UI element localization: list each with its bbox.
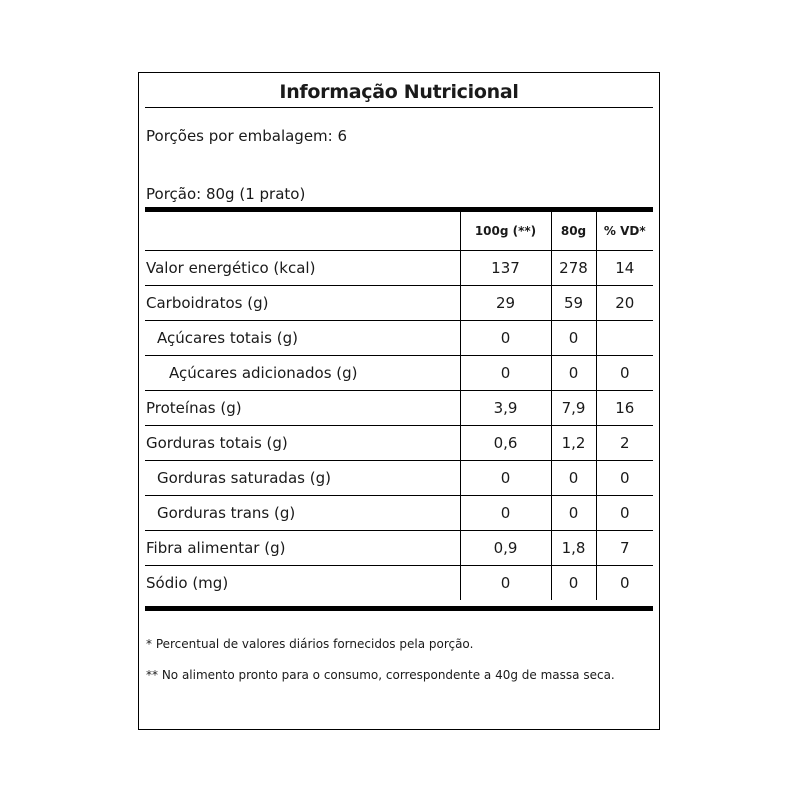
daily-value-percent: 0 [596, 460, 653, 495]
table-row [145, 355, 653, 390]
servings-per-package: Porções por embalagem: 6 [146, 127, 348, 145]
value-per-100g: 0 [460, 495, 551, 530]
table-row [145, 530, 653, 565]
header-per-100g: 100g (**) [460, 212, 551, 250]
value-per-80g: 59 [551, 285, 596, 320]
value-per-80g: 0 [551, 495, 596, 530]
daily-value-percent: 0 [596, 565, 653, 600]
table-row [145, 250, 653, 285]
daily-value-percent: 0 [596, 355, 653, 390]
value-per-80g: 278 [551, 250, 596, 285]
header-nutrient [145, 212, 460, 250]
nutrition-facts-panel [138, 72, 660, 730]
nutrient-name: Valor energético (kcal) [145, 250, 460, 285]
value-per-100g: 29 [460, 285, 551, 320]
value-per-100g: 0 [460, 460, 551, 495]
table-row [145, 320, 653, 355]
header-per-80g: 80g [551, 212, 596, 250]
table-row [145, 565, 653, 600]
nutrient-name: Fibra alimentar (g) [145, 530, 460, 565]
nutrient-name: Açúcares totais (g) [145, 320, 460, 355]
value-per-100g: 0 [460, 320, 551, 355]
daily-value-percent: 16 [596, 390, 653, 425]
table-row [145, 390, 653, 425]
daily-value-percent: 7 [596, 530, 653, 565]
footnote-daily-value: * Percentual de valores diários fornecidos pela porção. [146, 637, 474, 651]
table-row [145, 460, 653, 495]
daily-value-percent: 2 [596, 425, 653, 460]
value-per-100g: 0,6 [460, 425, 551, 460]
daily-value-percent: 14 [596, 250, 653, 285]
value-per-80g: 0 [551, 355, 596, 390]
value-per-80g: 0 [551, 460, 596, 495]
nutrition-table [145, 212, 653, 600]
nutrition-title: Informação Nutricional [145, 75, 653, 108]
value-per-100g: 0,9 [460, 530, 551, 565]
value-per-100g: 3,9 [460, 390, 551, 425]
value-per-80g: 7,9 [551, 390, 596, 425]
nutrient-name: Sódio (mg) [146, 573, 229, 592]
value-per-80g: 0 [551, 320, 596, 355]
value-per-100g: 137 [460, 250, 551, 285]
thick-divider-bottom [145, 606, 653, 611]
table-row [145, 425, 653, 460]
daily-value-percent [596, 320, 653, 355]
table-row [145, 285, 653, 320]
daily-value-percent: 20 [596, 285, 653, 320]
serving-size: Porção: 80g (1 prato) [146, 185, 306, 203]
value-per-80g: 0 [551, 565, 596, 600]
daily-value-percent: 0 [596, 495, 653, 530]
value-per-100g: 0 [460, 565, 551, 600]
table-row [145, 495, 653, 530]
nutrient-name: Proteínas (g) [145, 390, 460, 425]
nutrient-name: Açúcares adicionados (g) [145, 355, 460, 390]
footnote-ready-to-eat: ** No alimento pronto para o consumo, correspondente a 40g de massa seca. [146, 668, 615, 682]
value-per-80g: 1,2 [551, 425, 596, 460]
header-daily-value: % VD* [596, 212, 653, 250]
nutrient-name: Gorduras saturadas (g) [145, 460, 460, 495]
nutrient-name: Gorduras totais (g) [145, 425, 460, 460]
nutrient-name: Gorduras trans (g) [145, 495, 460, 530]
table-header-row [145, 212, 653, 250]
value-per-100g: 0 [460, 355, 551, 390]
footnotes [146, 629, 656, 691]
nutrient-name: Carboidratos (g) [145, 285, 460, 320]
value-per-80g: 1,8 [551, 530, 596, 565]
